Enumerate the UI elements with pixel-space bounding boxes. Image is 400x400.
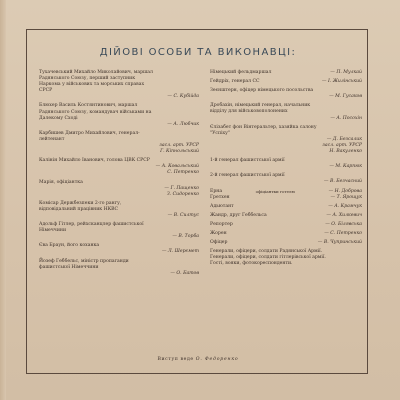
- role-text: 2-й генерал фашистської армії: [210, 173, 285, 179]
- role-text: Німецький фельдмаршал: [210, 70, 272, 75]
- cast-entry: [210, 240, 362, 246]
- actor-name: — В. Чупринський: [317, 240, 362, 246]
- director-name: О. Федоренко: [195, 357, 239, 362]
- actor-name: — А. Посохін: [330, 115, 362, 121]
- cast-entry: [39, 70, 199, 100]
- cast-right-column: [210, 70, 362, 267]
- actor-name: — Т. Ярощук: [330, 194, 362, 200]
- cast-entry: [39, 131, 199, 155]
- actor-name: — Г. Пащенко: [164, 185, 199, 191]
- actor-name: — Н. Доброва: [328, 188, 362, 194]
- director-line: [27, 357, 369, 362]
- cast-entry: [210, 103, 362, 121]
- role-text: Жорен: [210, 230, 227, 236]
- actor-name: — В. Силтус: [167, 212, 199, 218]
- role-text: Гейдріх, генерал СС: [210, 79, 260, 85]
- cast-left-column: [39, 70, 199, 280]
- role-text: Зеєнштерн, офіцер німецького посольства: [210, 88, 314, 94]
- actor-name: — А. Хилкевич: [326, 212, 362, 218]
- actor-name: — Л. Шерємет: [161, 249, 199, 255]
- actor-name: — В. Безчасний: [323, 179, 362, 185]
- cast-entry: [210, 79, 362, 85]
- cast-entry: [39, 103, 199, 127]
- actor-name: — Д. Безсалик: [326, 136, 362, 142]
- actor-name: — М. Карпюк: [329, 164, 362, 170]
- cast-frame: [26, 29, 368, 374]
- cast-entry: [210, 222, 362, 228]
- role-group-note: офіціантки готелю: [255, 188, 296, 194]
- cast-entry: [39, 243, 199, 255]
- actor-name: — А. Любчик: [167, 121, 199, 127]
- cast-entry: [39, 201, 199, 219]
- role-text: Офіцер: [210, 240, 228, 246]
- cast-entry: [210, 88, 362, 100]
- role-text: Дробахін, німецький генерал, начальник відділу для військовополонених: [210, 103, 311, 115]
- actor-name: — С. Кубійда: [167, 94, 199, 100]
- actor-honor: засл. арт. УРСР: [322, 142, 362, 148]
- closing-line: Гості, вояки, фотокореспонденти.: [210, 261, 293, 267]
- actor-name: — П. Мулкай: [330, 70, 362, 75]
- cast-entry: [39, 259, 199, 277]
- actor-honor: засл. арт. УРСР: [159, 143, 199, 149]
- role-text: Жандр, друг Геббельса: [210, 212, 267, 218]
- cast-entry: [39, 180, 199, 198]
- cast-entry: [39, 222, 199, 240]
- role-text: Комісар Держбезпеки 2-го рангу, відповідальний працівник НКВС: [39, 200, 122, 212]
- role-text: Єлізабет фон Вінтеральтер, хазяйка салону "Успіху": [210, 124, 317, 136]
- actor-name: Г. Кіпнольський: [160, 149, 199, 155]
- actor-name: — О. Білявська: [325, 221, 362, 227]
- actor-name: — А. Крамчук: [328, 203, 362, 209]
- cast-entry: [210, 189, 362, 201]
- actor-name: Н. Вакуленко: [329, 149, 362, 155]
- actor-name: — О. Батов: [170, 270, 199, 276]
- cast-entry: [210, 158, 362, 170]
- closing-line: Генерали, офіцери, солдати Радянської Армії.: [210, 249, 323, 255]
- page-fold: [0, 0, 6, 400]
- actor-name: — І. Жилінський: [321, 79, 362, 85]
- role-text: Адольф Гітлер, рейхсканцлер фашистської Німеччини: [39, 222, 144, 234]
- actor-name: — В. Торба: [172, 234, 199, 240]
- cast-entry: [210, 231, 362, 237]
- role-text: Репортер: [210, 221, 233, 227]
- actor-name: — А. Ковальський: [155, 164, 199, 170]
- closing-line: Генерали, офіцери, солдати гітлерівської армії.: [210, 255, 326, 261]
- role-text: Йозеф Геббельс, міністр пропаганди фашистської Німеччини: [39, 258, 129, 270]
- role-text: Єва Браун, його коханка: [39, 243, 100, 249]
- role-text: Гретхен: [210, 194, 230, 200]
- cast-entry: [210, 213, 362, 219]
- role-text: Марія, офіціантка: [39, 179, 83, 185]
- cast-entry: [210, 70, 362, 76]
- role-text: Блюхер Василь Костянтинович, маршал Радянського Союзу, командувач військами на Далекому Сході: [39, 103, 152, 121]
- role-text: Калінін Михайло Іванович, голова ЦВК СРСР: [39, 158, 150, 164]
- cast-entry: [210, 204, 362, 210]
- actor-alt: З. Сидоренко: [166, 191, 199, 197]
- role-text: Карбишев Дмитро Михайлович, генерал-лейтенант: [39, 130, 140, 142]
- cast-entry: [210, 173, 362, 185]
- role-text: Тухачевський Михайло Миколайович, маршал Радянського Союзу, перший заступник Наркома у військових та морських справах СРСР: [39, 70, 153, 94]
- actor-name: — С. Петренко: [324, 230, 362, 236]
- director-label: Виступ веде: [157, 357, 194, 362]
- actor-name: — М. Гусаков: [329, 94, 362, 100]
- role-text: Ерна: [210, 188, 223, 194]
- actor-alt: С. Петренко: [167, 170, 199, 176]
- cast-entry: [39, 158, 199, 176]
- cast-entry: [210, 125, 362, 155]
- role-text: 1-й генерал фашистської армії: [210, 158, 285, 164]
- closing-lines: [210, 249, 362, 267]
- role-text: Адьютант: [210, 203, 234, 209]
- cast-title: ДІЙОВІ ОСОБИ ТА ВИКОНАВЦІ:: [99, 47, 297, 58]
